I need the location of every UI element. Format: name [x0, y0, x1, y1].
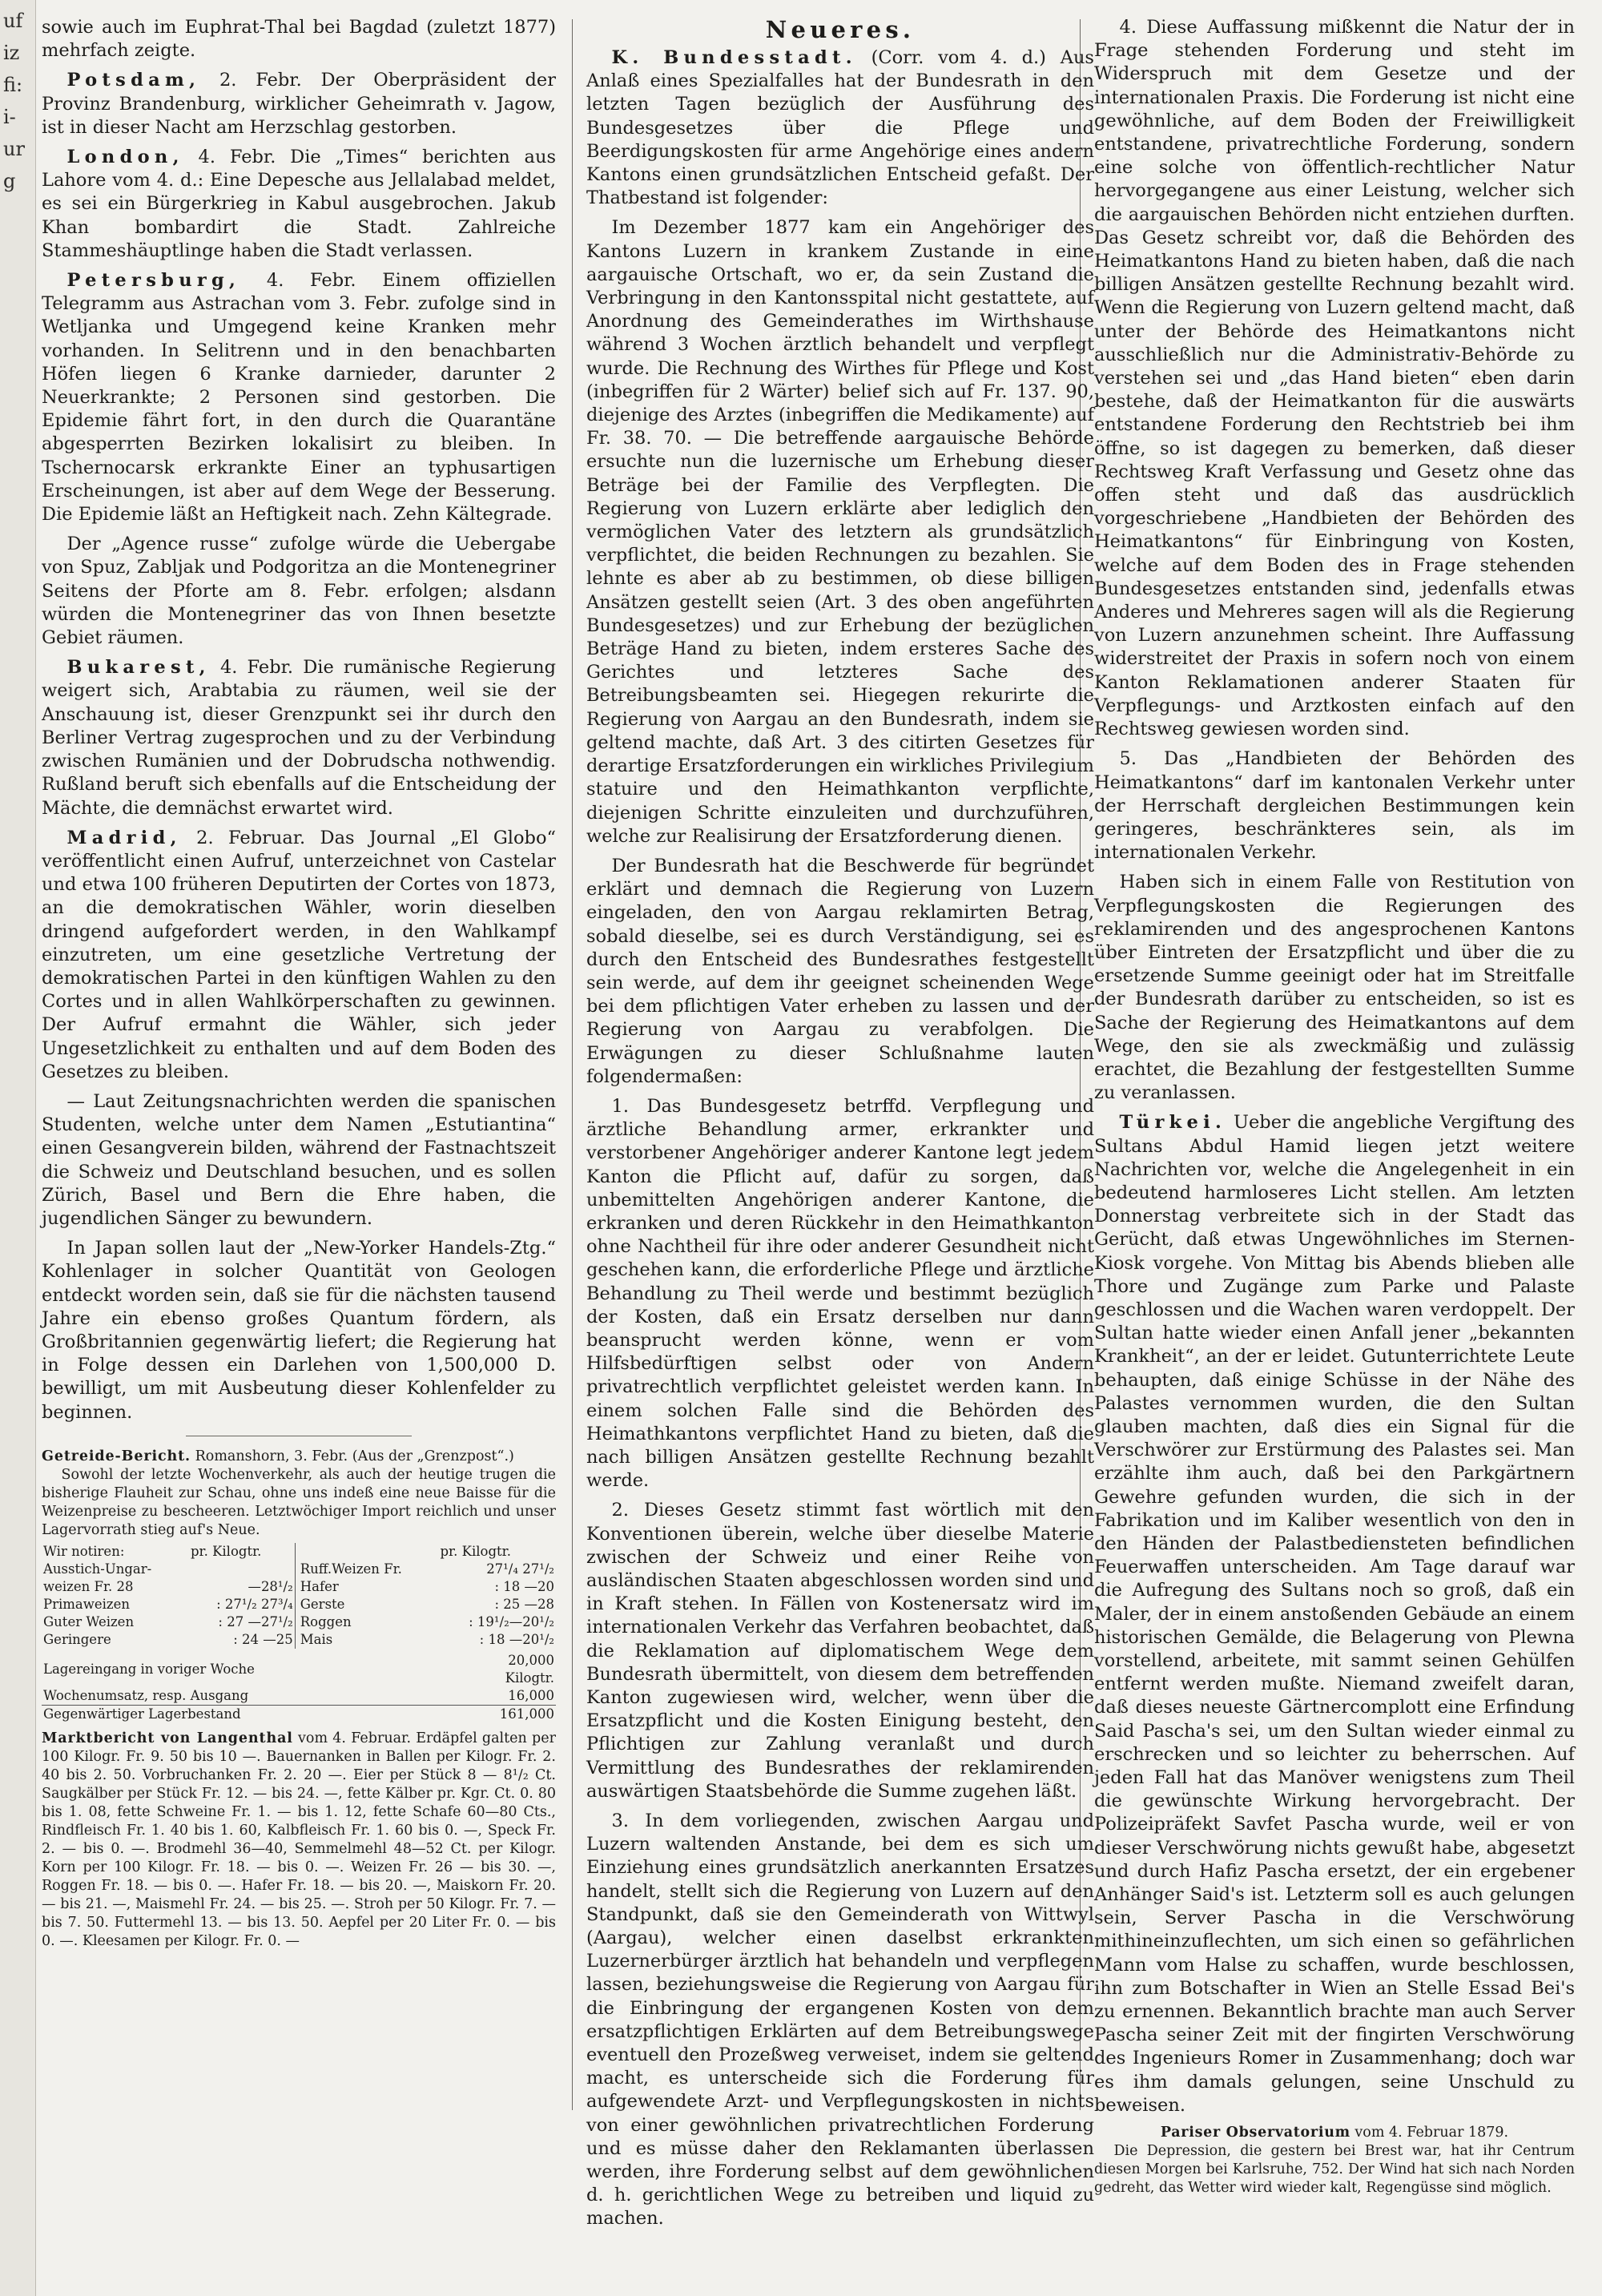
euphrat-continuation: sowie auch im Euphrat-Thal bei Bagdad (zuletzt 1877) mehrfach zeigte. — [42, 17, 556, 62]
grain-cell — [189, 1561, 295, 1578]
bundesstadt-facts: Im Dezember 1877 kam ein Angehöriger des Kantons Luzern in krankem Zustande in eine aargauische Ortschaft, wo er, da sein Zustand die Verbringung in den Kantonsspital nicht gestattete, auf Anordnung des Gemeinderathes im Wirthshause während 3 Wochen ärztlich behandelt und verpflegt wurde. Die Rechnung des Wirthes für Pflege und Kost (inbegriffen für 2 Wärter) belief sich auf Fr. 137. 90, diejenige des Arztes (inbegriffen die Medikamente) auf Fr. 38. 70. — Die betreffende aargauische Behörde ersuchte nun die luzernische um Erhebung dieser Beträge bei der Familie des Verpflegten. Die Regierung von Luzern erklärte aber lediglich den vermöglichen Vater des letztern als grundsätzlich verpflichtet, die beiden Rechnungen zu bezahlen. Sie lehnte es aber ab zu bestimmen, ob diese billigen Ansätzen gestellt seien (Art. 3 des oben angeführten Bundesgesetzes) und zur Erhebung der bezüglichen Beträge Hand zu bieten, indem ersteres Sache des Gerichtes und letzteres Sache des Betreibungsbeamten sei. Hiegegen rekurirte die Regierung von Aargau an den Bundesrath, indem sie geltend machte, daß Art. 3 des citirten Gesetzes für derartige Ersatzforderungen ein wirkliches Privilegium statuire und den Heimathkanton verpflichte, diejenigen Schritte einzuleiten und durchzuführen, welche zur Realisirung der Ersatzforderung dienen. — [586, 217, 1094, 847]
grain-cell: Primaweizen — [43, 1596, 130, 1612]
stock-label: Wochenumsatz, resp. Ausgang — [43, 1687, 249, 1703]
stock-value: 16,000 — [508, 1687, 554, 1703]
consideration-4: 4. Diese Auffassung mißkennt die Natur der in Frage stehenden Forderung und steht im Widerspruch mit dem Gesetze und der internationalen Praxis. Die Forderung ist nicht eine gewöhnliche, auf dem Boden der Freiwilligkeit entstandene, privatrechtliche Forderung, sondern eine solche von öffentlich-rechtlicher Natur hervorgegangene aus einer Leistung, welcher sich die aargauischen Behörden nicht entziehen durften. Das Gesetz schreibt vor, daß die Behörden des Heimatkantons Hand zu bieten haben, daß die nach billigen Ansätzen gestellte Rechnung bezahlt wird. Wenn die Regierung von Luzern geltend macht, daß unter der Behörde des Heimatkantons nicht ausschließlich nur die Administrativ-Behörde zu verstehen sei und „das Hand bieten“ eben darin bestehe, daß der Heimatkanton für die auswärts entstandene Forderung den Rechtstrieb bei ihm öffne, so ist dagegen zu bemerken, daß dieser Rechtsweg Kraft Verfassung und Gesetz ohne das offen steht und daß das ausdrücklich vorgeschriebene „Handbieten der Behörden des Heimatkantons“ für Einbringung von Kosten, welche auf dem Boden des in Frage stehenden Bundesgesetzes entstanden sind, jedenfalls etwas Anderes und Mehreres sagen will als die Regierung von Luzern anzunehmen scheint. Ihre Auffassung widerstreitet der Praxis in sofern noch von einem Kanton Reklamationen anderer Staaten für Verpflegungs- und Arztkosten einfach auf den Rechtsweg gewiesen worden sind. — [1094, 17, 1575, 740]
agence-russe-article: Der „Agence russe“ zufolge würde die Uebergabe von Spuz, Zabljak und Podgoritza an die Montenegriner Seitens der Pforte am 8. Febr. erfolgen; alsdann würden die Montenegriner das von Ihnen besetzte Gebiet räumen. — [42, 534, 556, 649]
dateline-london: London, — [66, 147, 184, 168]
grain-cell: Mais — [295, 1631, 438, 1649]
dateline-potsdam: Potsdam, — [66, 70, 201, 91]
bundesstadt-article — [586, 46, 1094, 210]
petersburg-article — [42, 269, 556, 526]
tuerkei-text: Ueber die angebliche Vergiftung des Sultans Abdul Hamid liegen jetzt weitere Nachrichten vor, welche die Angelegenheit in ein bedeutend harmloseres Licht stellen. Am letzten Donnerstag verbreitete sich in der Stadt das Gerücht, daß etwas Ungewöhnliches im Sternen-Kiosk vorgehe. Von Mittag bis Abends blieben alle Thore und Zugänge zum Parke und Palaste geschlossen und die Wachen waren verdoppelt. Der Sultan hatte wieder einen Anfall jener „bekannten Krankheit“, an der er leidet. Gutunterrichtete Leute behaupten, daß einige Schüsse in der Nähe des Palastes vernommen wurden, die den Sultan glauben machten, daß dies ein Signal für die Verschwörer zur Erstürmung des Palastes sei. Man erzählte ihm auch, daß bei den Parkgärtnern Gewehre gefunden wurden, die sich in der Fabrikation und im Kaliber wesentlich von den in den Händen der Palastbediensteten befindlichen Feuerwaffen unterscheiden. Am Tage darauf war die Aufregung des Sultans noch so groß, daß ein Maler, der in einem anstoßenden Gebäude an einem historischen Gemälde, die Belagerung von Plewna vorstellend, arbeitete, mit sammt seinen Gehülfen entfernt werden mußte. Niemand zweifelt daran, daß dieses neueste Gärtnercomplott eine Erfindung Said Pascha's sei, um den Sultan wieder einmal zu erschrecken und so leichter zu beherrschen. Auf jeden Fall hat das Manöver wenigstens zum Theil die gewünschte Wirkung hervorgebracht. Der Polizeipräfekt Savfet Pascha wurde, weil er von dieser Verschwörung nichts gewußt habe, abgesetzt und durch Hafiz Pascha ersetzt, der ein ergebener Anhänger Said's ist. Letzterm soll es auch gelungen sein, Server Pascha in die Verschwörung mithineinzuflechten, um sich einen so gefährlichen Mann vom Halse zu schaffen, wurde beschlossen, ihn zum Botschafter in Wien an Stelle Essad Bei's zu ernennen. Bekanntlich brachte man auch Server Pascha seiner Zeit mit der fingirten Verschwörung des Ingenieurs Romer in Zusammenhang; doch war es ihm damals gelungen, seine Unschuld zu beweisen. — [1094, 1112, 1575, 2116]
column-rule-left — [572, 19, 573, 2110]
grain-cell: Roggen — [295, 1613, 438, 1631]
london-text: 4. Febr. Die „Times“ berichten aus Lahore vom 4. d.: Eine Depesche aus Jellalabad meldet, es sei ein Bürgerkrieg in Kabul ausgebrochen. Jakub Khan bombardirt die Stadt. Zahlreiche Stammeshäuptlinge haben die Stadt verlassen. — [42, 147, 557, 261]
japan-article: In Japan sollen laut der „New-Yorker Handels-Ztg.“ Kohlenlager in solcher Quantität von Geologen entdeckt worden sein, daß sie für die nächsten tausend Jahre ein ebenso großes Quantum fördern, als Großbritannien gegenwärtig liefert; die Regierung hat in Folge dessen ein Darlehen von 1,500,000 D. bewilligt, um mit Ausbeutung dieser Kohlenfelder zu beginnen. — [42, 1238, 556, 1423]
grain-cell: Gerste — [295, 1596, 438, 1613]
stock-value: 161,000 — [457, 1705, 556, 1723]
grain-cell: : 19¹/₂—20¹/₂ — [469, 1613, 554, 1629]
consideration-1: 1. Das Bundesgesetz betrffd. Verpflegung und ärztliche Behandlung armer, erkrankter und verstorbener Angehöriger anderer Kantone legt jedem Kanton die Pflicht auf, dafür zu sorgen, daß unbemittelten Angehörigen anderer Kantone, die erkranken und deren Rückkehr in den Heimathkanton ohne Nachtheil für ihre oder anderer Gesundheit nicht geschehen kann, die erforderliche Pflege und ärztliche Behandlung zu Theil werde und bestimmt bezüglich der Kosten, daß ein Ersatz derselben nur dann beansprucht werden könne, wenn er vom Hilfsbedürftigen selbst oder von Andern privatrechtlich verpflichtet geleistet werden kann. In einem solchen Falle sind die Behörden des Heimathkantons verpflichtet Hand zu bieten, daß die nach billigen Ansätzen gestellte Rechnung bezahlt werde. — [586, 1095, 1094, 1492]
grain-table-header — [42, 1543, 556, 1561]
previous-page-edge — [0, 0, 36, 2296]
restitution-paragraph: Haben sich in einem Falle von Restitution von Verpflegungskosten die Regierungen des reklamirenden und des angesprochenen Kantons über Eintreten der Ersatzpflicht und über die zu ersetzende Summe geeinigt oder hat im Streitfalle der Bundesrath darüber zu entscheiden, so ist es Sache der Regierung des Heimatkantons auf dem Wege, den sie als zweckmäßig und zulässig erachtet, die Bezahlung der festgestellten Summe zu veranlassen. — [1094, 872, 1575, 1104]
observatory-heading — [1094, 2124, 1575, 2142]
market-report-text: vom 4. Februar. Erdäpfel galten per 100 Kilogr. Fr. 9. 50 bis 10 —. Bauernanken in Ballen per Kilogr. Fr. 2. 40 bis 2. 50. Vorbruchanken Fr. 2. 20 —. Eier per Stück 8 — 8¹/₂ Ct. Saugkälber per Stück Fr. 12. — bis 24. —, fette Kälber pr. Kgr. Ct. 0. 80 bis 1. 08, fette Schweine Fr. 1. — bis 1. 12, fette Schafe 60—80 Cts., Rindfleisch Fr. 1. 40 bis 1. 60, Kalbfleisch Fr. 1. 60 bis 0. —, Speck Fr. 2. — bis 0. —. Brodmehl 36—40, Semmelmehl 48—52 Ct. per Kilogr. Korn per 100 Kilogr. Fr. 18. — bis 0. —. Weizen Fr. 26 — bis 30. —, Roggen Fr. 18. — bis 0. —. Hafer Fr. 18. — bis 20. —, Maiskorn Fr. 20. — bis 21. —, Maismehl Fr. 24. — bis 25. —. Stroh per 50 Kilogr. Fr. 7. — bis 7. 50. Futtermehl 13. — bis 13. 50. Aepfel per 20 Liter Fr. 0. — bis 0. —. Kleesamen per Kilogr. Fr. 0. — — [42, 1730, 556, 1949]
grain-cell: : 18 —20¹/₂ — [479, 1631, 554, 1647]
grain-report-dateline: Romanshorn, 3. Febr. (Aus der „Grenzpost“.) — [195, 1448, 514, 1464]
observatory-report: Die Depression, die gestern bei Brest war, hat ihr Centrum diesen Morgen bei Karlsruhe, 752. Der Wind hat sich nach Norden gedreht, das Wetter wird wieder kalt, Regengüsse sind möglich. — [1094, 2143, 1575, 2197]
table-row — [42, 1561, 556, 1578]
grain-report-text: Sowohl der letzte Wochenverkehr, als auch der heutige trugen die bisherige Flauheit zur Schau, ohne uns indeß eine neue Baisse für die Weizenpreise zu bescheeren. Letztwöchiger Import reichlich und unser Lagervorrath stieg auf's Neue. — [42, 1466, 556, 1538]
potsdam-text: 2. Febr. Der Oberpräsident der Provinz Brandenburg, wirklicher Geheimrath v. Jagow, ist in dieser Nacht am Herzschlag gestorben. — [42, 70, 557, 138]
london-article — [42, 146, 556, 263]
grain-cell: Ausstich-Ungar- — [43, 1561, 152, 1577]
bukarest-text: 4. Febr. Die rumänische Regierung weigert sich, Arabtabia zu räumen, weil sie der Anschauung ist, dieser Grenzpunkt sei ihr durch den Berliner Vertrag zugesprochen und zu der Verbindung zwischen Rumänien und der Dobrudscha nothwendig. Rußland beruft sich ebenfalls auf die Entscheidung der Mächte, die demnächst erwartet wird. — [42, 657, 556, 819]
dateline-bukarest: Bukarest, — [66, 657, 211, 679]
column-2 — [586, 16, 1094, 2230]
grain-cell: : 18 —20 — [494, 1578, 554, 1594]
bundesstadt-intro: (Corr. vom 4. d.) Aus Anlaß eines Spezialfalles hat der Bundesrath in den letzten Tagen bezüglich der Ausführung des Bundesgesetzes über die Pflege und Beerdigungskosten für arme Angehörige eines andern Kantons einen grundsätzlichen Entscheid gefaßt. Der Thatbestand ist folgender: — [586, 47, 1094, 209]
grain-report-title: Getreide-Bericht. — [42, 1448, 191, 1464]
table-row — [42, 1596, 556, 1613]
observatory-title: Pariser Observatorium — [1160, 2125, 1350, 2141]
grain-cell: weizen Fr. 28 — [43, 1578, 134, 1594]
stock-label: Lagereingang in voriger Woche — [43, 1661, 255, 1677]
madrid-text: 2. Februar. Das Journal „El Globo“ veröffentlicht einen Aufruf, unterzeichnet von Castelar und etwa 100 früheren Deputirten der Cortes von 1873, an die demokratischen Wähler, worin dieselben dringend aufgefordert werden, in den Wahlkampf einzutreten, um eine gesetzliche Vertretung der demokratischen Partei in den künftigen Wahlen zu den Cortes und in allen Wahlkörperschaften zu gewinnen. Der Aufruf ermahnt die Wähler, sich jeder Ungesetzlichkeit zu enthalten und auf dem Boden des Gesetzes zu bleiben. — [42, 827, 556, 1082]
consideration-5: 5. Das „Handbieten der Behörden des Heimatkantons“ darf im kantonalen Verkehr unter der Herrschaft dergleichen Bestimmungen kein geringeres, beschränkteres sein, als im internationalen Verkehr. — [1094, 748, 1575, 864]
grain-cell: : 25 —28 — [494, 1596, 554, 1612]
grain-cell: —28¹/₂ — [248, 1578, 293, 1594]
market-report-title: Marktbericht von Langenthal — [42, 1730, 293, 1746]
grain-header-3 — [295, 1543, 438, 1561]
petersburg-text: 4. Febr. Einem offiziellen Telegramm aus Astrachan vom 3. Febr. zufolge sind in Wetljanka und Umgegend keine Kranken mehr vorhanden. In Selitrenn und in den benachbarten Höfen liegen 6 Kranke darnieder, darunter 2 Neuerkrankte; 2 Personen sind gestorben. Die Epidemie fährt fort, in den durch die Quarantäne abgesperrten Bezirken lokalisirt zu bleiben. In Tschernocarsk erkrankte Einer an typhusartigen Erscheinungen, ist aber auf dem Wege der Besserung. Die Epidemie läßt an Heftigkeit nach. Zehn Kältegrade. — [42, 270, 557, 526]
bundesrath-decision: Der Bundesrath hat die Beschwerde für begründet erklärt und demnach die Regierung von Luzern eingeladen, den von Aargau reklamirten Betrag, sobald dieselbe, sei es durch Verständigung, sei es durch den Entscheid des Bundesrathes festgestellt sein werde, auf dem ihr geeignet scheinenden Wege bei dem pflichtigen Vater erheben zu lassen und der Regierung von Aargau zu verabfolgen. Die Erwägungen zu dieser Schlußnahme lauten folgendermaßen: — [586, 855, 1094, 1087]
table-row — [42, 1705, 556, 1723]
section-heading-neueres: Neueres. — [765, 16, 916, 43]
grain-cell: Hafer — [295, 1578, 438, 1596]
grain-price-table — [42, 1543, 556, 1649]
grain-cell: : 27 —27¹/₂ — [218, 1613, 293, 1629]
grain-stock-table — [42, 1652, 556, 1723]
consideration-3: 3. In dem vorliegenden, zwischen Aargau und Luzern waltenden Anstande, bei dem es sich um Einziehung eines grundsätzlich anerkannten Ersatzes handelt, stellt sich die Regierung von Luzern auf den Standpunkt, daß sie den Gemeinderath von Wittwyl (Aargau), welcher einen daselbst erkrankten Luzernerbürger ärztlich hat behandeln und verpflegen lassen, beziehungsweise die Regierung von Aargau für die Einbringung der ergangenen Kosten von dem ersatzpflichtigen Erklärten auf dem Betreibungswege eventuell den Prozeßweg verweiset, indem sie geltend macht, es unterscheide sich die Forderung für aufgewendete Arzt- und Verpflegungskosten in nichts von einer gewöhnlichen privatrechtlichen Forderung und es müsse daher den Reklamanten überlassen werden, ihre Forderung selbst auf dem gewöhnlichen d. h. gerichtlichen Wege zu betreiben und liquid zu machen. — [586, 1811, 1094, 2230]
table-row — [42, 1631, 556, 1649]
students-article: — Laut Zeitungsnachrichten werden die spanischen Studenten, welche unter dem Namen „Estutiantina“ einen Gesangverein bilden, während der Fastnachtszeit die Schweiz und Deutschland besuchen, und es sollen Zürich, Basel und Bern die Ehre haben, die jugendlichen Sänger zu bewundern. — [42, 1090, 556, 1229]
grain-header-1: Wir notiren: — [43, 1543, 125, 1559]
observatory-date: vom 4. Februar 1879. — [1354, 2125, 1509, 2141]
potsdam-article — [42, 69, 556, 139]
bukarest-article — [42, 656, 556, 820]
grain-cell: 27¹/₄ 27¹/₂ — [486, 1561, 554, 1577]
column-1 — [42, 16, 556, 2107]
tuerkei-article — [1094, 1111, 1575, 2117]
grain-cell: Guter Weizen — [43, 1613, 135, 1629]
consideration-2: 2. Dieses Gesetz stimmt fast wörtlich mit den Konventionen überein, welche über dieselbe Materie zwischen der Schweiz und einer Reihe von ausländischen Staaten abgeschlossen worden sind und in Kraft stehen. In Fällen von Kostenersatz wird im internationalen Verkehr das Verfahren beobachtet, daß die Reklamation auf diplomatischem Wege dem Bundesrath übermittelt, von diesem dem betreffenden Kanton zugewiesen wird, welcher, wenn über die Ersatzpflicht und die Kosten Einigung besteht, den Pflichtigen zur Zahlung veranlaßt und durch Vermittlung des Bundesrathes der reklamirenden auswärtigen Staatsbehörde die Summe zugehen läßt. — [586, 1500, 1094, 1802]
column-3 — [1094, 16, 1575, 2227]
grain-cell: Geringere — [43, 1631, 111, 1647]
table-row — [42, 1578, 556, 1596]
grain-header-2: pr. Kilogtr. — [190, 1543, 262, 1559]
stock-value: 20,000 Kilogtr. — [505, 1652, 554, 1686]
dateline-tuerkei: Türkei. — [1119, 1112, 1227, 1134]
grain-cell: : 24 —25 — [233, 1631, 293, 1647]
dateline-bundesstadt: K. Bundesstadt. — [611, 47, 857, 68]
dateline-madrid: Madrid, — [66, 827, 182, 848]
grain-cell: : 27¹/₂ 27³/₄ — [216, 1596, 293, 1612]
grain-cell: Ruff.Weizen Fr. — [295, 1561, 438, 1578]
madrid-article — [42, 827, 556, 1084]
dateline-petersburg: Petersburg, — [66, 270, 241, 292]
grain-report-heading — [42, 1448, 556, 1466]
market-report — [42, 1730, 556, 1951]
table-row — [42, 1687, 556, 1706]
table-row — [42, 1613, 556, 1631]
edge-text-fragments: uf iz fi: i- ur g — [3, 10, 25, 192]
grain-header-4: pr. Kilogtr. — [440, 1543, 511, 1559]
stock-label: Gegenwärtiger Lagerbestand — [42, 1705, 457, 1723]
table-row — [42, 1652, 556, 1687]
